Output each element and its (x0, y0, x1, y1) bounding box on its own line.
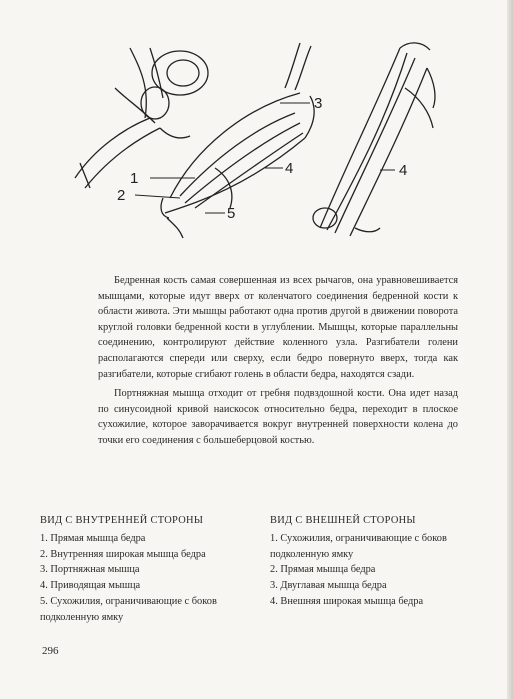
thigh-muscle-drawings (55, 28, 455, 253)
legend-item: 4. Приводящая мышца (40, 580, 141, 592)
callout-label-4-outer: 4 (399, 162, 408, 179)
legend-item: 1. Сухожилия, ограничивающие с боков подколенную ямку (270, 532, 447, 560)
callout-label-3: 3 (314, 95, 323, 112)
outer-thigh-sketch (313, 43, 435, 236)
legend-item: 5. Сухожилия, ограничивающие с боков подколенную ямку (40, 595, 217, 623)
legend-item: 2. Прямая мышца бедра (270, 564, 376, 576)
legend-item: 2. Внутренняя широкая мышца бедра (40, 548, 206, 560)
inner-view-legend (40, 513, 245, 626)
legend-item: 1. Прямая мышца бедра (40, 532, 146, 544)
legend-item: 3. Двуглавая мышца бедра (270, 580, 387, 592)
page-edge (507, 0, 513, 699)
callout-label-1: 1 (130, 170, 139, 187)
legend-item: 4. Внешняя широкая мышца бедра (270, 595, 424, 607)
outer-view-legend (270, 513, 475, 610)
inner-view-heading: ВИД С ВНУТРЕННЕЙ СТОРОНЫ (40, 515, 204, 526)
body-text (98, 273, 458, 449)
outer-view-heading: ВИД С ВНЕШНЕЙ СТОРОНЫ (270, 515, 416, 526)
page-number: 296 (42, 645, 59, 657)
anatomy-illustration (55, 28, 455, 253)
legend-item: 3. Портняжная мышца (40, 564, 140, 576)
callout-label-2: 2 (117, 187, 126, 204)
paragraph: Портняжная мышца отходит от гребня подвздошной кости. Она идет назад по синусоидной кривой наискосок относительно бедра, переходит в плоское сухожилие, которое заворачивается вокруг внутренней поверхности колена до точки его соединения с большеберцовой костью. (98, 388, 458, 446)
inner-thigh-sketch (161, 43, 314, 238)
callout-label-5: 5 (227, 205, 236, 222)
callout-label-4-inner: 4 (285, 160, 294, 177)
paragraph: Бедренная кость самая совершенная из всех рычагов, она уравновешивается мышцами, которые идут вверх от коленчатого соединения бедренной кости к области живота. Эти мышцы работают одна против другой в движении поворота круглой головки бедренной кости в углублении. Мышцы, которые параллельны соединению, контролируют действие коленного узла. Разгибатели голени располагаются спереди или сверху, если бедро повернуто вверх, тогда как разгибатели, которые сгибают голень в области бедра, находятся сзади. (98, 275, 458, 380)
hip-joint-sketch (75, 48, 208, 188)
